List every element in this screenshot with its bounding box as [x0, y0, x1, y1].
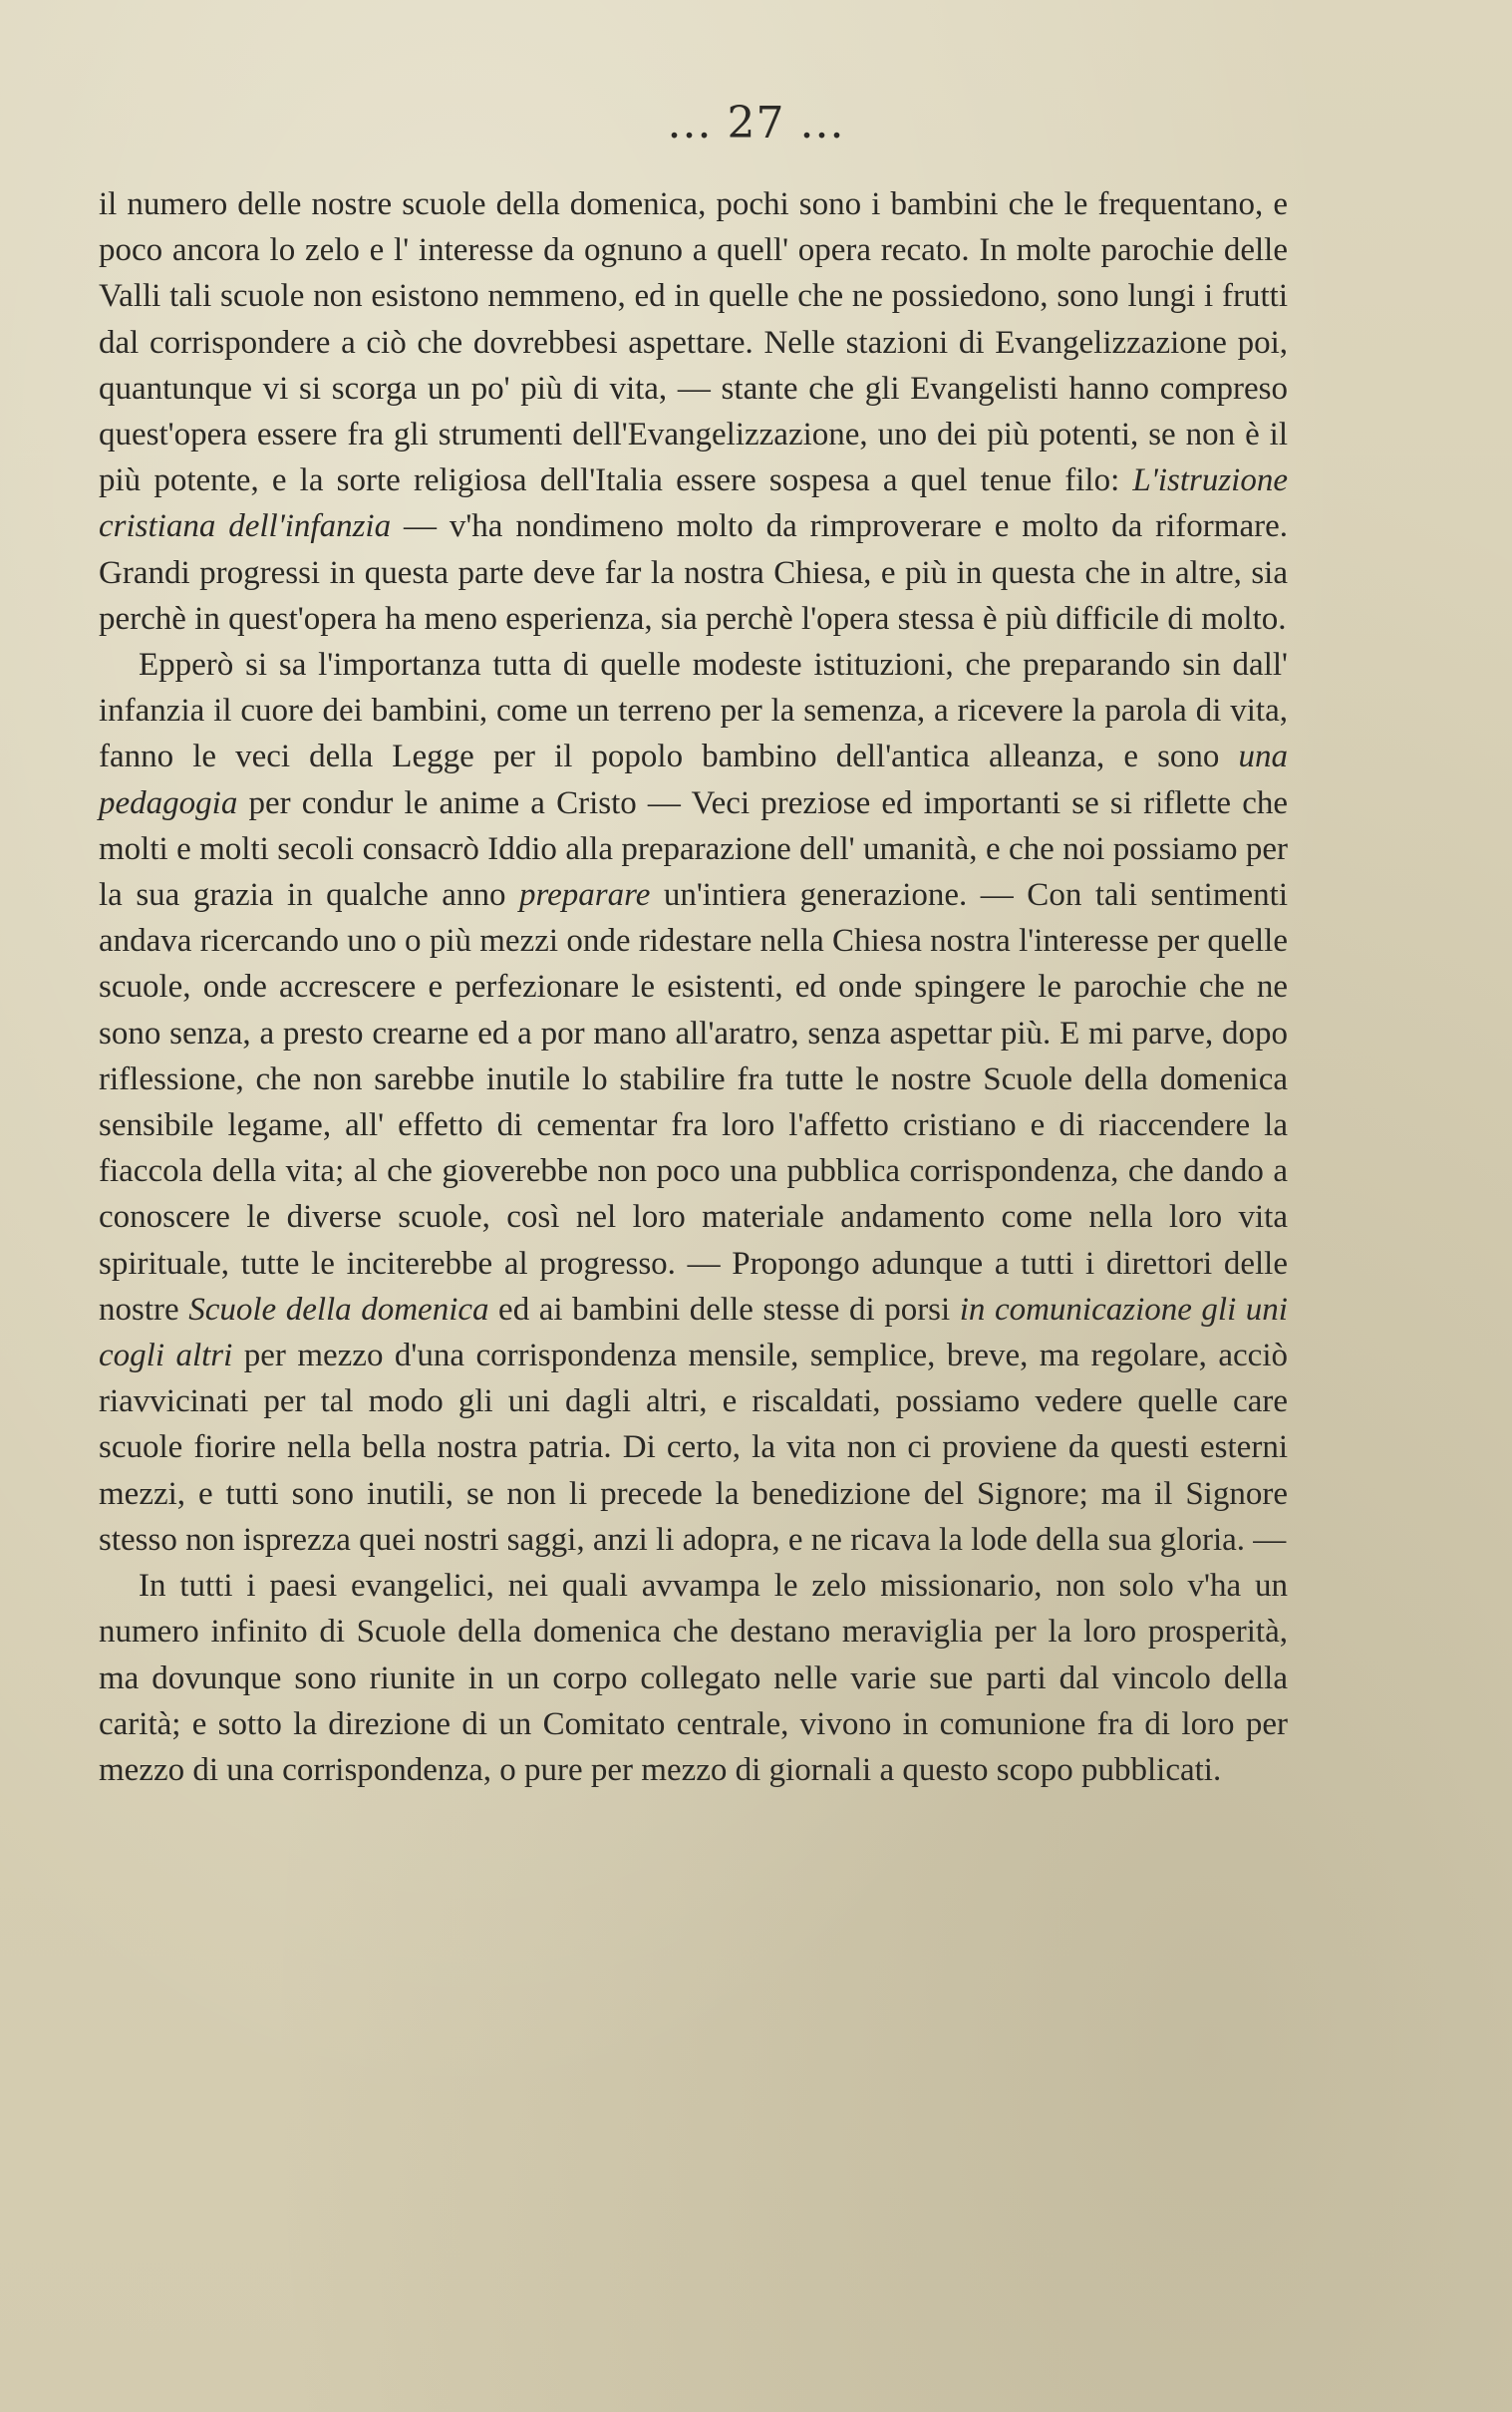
italic-run: preparare [518, 877, 651, 914]
text-run: per mezzo d'una corrispondenza mensile, semplice, breve, ma regolare, acciò riavvicinati per tal modo gli uni dagli altri, e riscaldati, possiamo vedere quelle care scuole fiorire nella bella nostra patria. Di certo, la vita non ci proviene da questi esterni mezzi, e tutti sono inutili, se non li precede la benedizione del Signore; ma il Signore stesso non isprezza quei nostri saggi, anzi li adopra, e ne ricava la lode della sua gloria. — [99, 1338, 1288, 1558]
text-run: un'intiera generazione. — Con tali sentimenti andava ricercando uno o più mezzi onde ridestare nella Chiesa nostra l'interesse per quelle scuole, onde accrescere e perfezionare le esistenti, ed onde spingere le parochie che ne sono senza, a presto crearne ed a por mano all'aratro, senza aspettar più. E mi parve, dopo riflessione, che non sarebbe inutile lo stabilire fra tutte le nostre Scuole della domenica sensibile legame, all' effetto di cementar fra loro l'affetto cristiano e di riaccendere la fiaccola della vita; al che gioverebbe non poco una pubblica corrispondenza, che dando a conoscere le diverse scuole, così nel loro materiale andamento come nella loro vita spirituale, tutte le inciterebbe al progresso. — Propongo adunque a tutti i direttori delle nostre [99, 877, 1288, 1328]
text-run: per condur le anime a Cristo — Veci preziose ed importanti se si riflette che molti e molti secoli consacrò Iddio alla preparazione dell' umanità, e che noi possiamo per la sua grazia in qualche anno [99, 784, 1288, 914]
text-run: In tutti i paesi evangelici, nei quali avvampa le zelo missionario, non solo v'ha un numero infinito di Scuole della domenica che destano meraviglia per la loro prosperità, ma dovunque sono riunite in un corpo collegato nelle varie sue parti dal vincolo della carità; e sotto la direzione di un Comitato centrale, vivono in comunione fra di loro per mezzo di una corrispondenza, o pure per mezzo di giornali a questo scopo pubblicati. [99, 1568, 1288, 1788]
italic-run: una pedagogia [99, 739, 1288, 821]
paragraph-3 [99, 1563, 1288, 1793]
text-run: — v'ha nondimeno molto da rimproverare e molto da riformare. Grandi progressi in questa parte deve far la nostra Chiesa, e più in questa che in altre, sia perchè in quest'opera ha meno esperienza, sia perchè l'opera stessa è più difficile di molto. [99, 508, 1288, 637]
italic-run: in comunicazione gli uni cogli altri [99, 1291, 1288, 1374]
text-run: il numero delle nostre scuole della domenica, pochi sono i bambini che le frequentano, e poco ancora lo zelo e l' interesse da ognuno a quell' opera recato. In molte parochie delle Valli tali scuole non esistono nemmeno, ed in quelle che ne possiedono, sono lungi i frutti dal corrispondere a ciò che dovrebbesi aspettare. Nelle stazioni di Evangelizzazione poi, quantunque vi si scorga un po' più di vita, — stante che gli Evangelisti hanno compreso quest'opera essere fra gli strumenti dell'Evangelizzazione, uno dei più potenti, se non è il più potente, e la sorte religiosa dell'Italia essere sospesa a quel tenue filo: [99, 186, 1288, 499]
page-number: ... 27 ... [667, 98, 845, 149]
italic-run: Scuole della domenica [188, 1291, 489, 1328]
italic-run: L'istruzione cristiana dell'infanzia [99, 462, 1288, 545]
body-text [99, 181, 1288, 1793]
text-run: ed ai bambini delle stesse di porsi [488, 1291, 960, 1328]
text-run: Epperò si sa l'importanza tutta di quelle modeste istituzioni, che preparando sin dall' infanzia il cuore dei bambini, come un terreno per la semenza, a ricevere la parola di vita, fanno le veci della Legge per il popolo bambino dell'antica alleanza, e sono [99, 647, 1288, 775]
paragraph-2 [99, 642, 1288, 1563]
paragraph-1 [99, 181, 1288, 642]
